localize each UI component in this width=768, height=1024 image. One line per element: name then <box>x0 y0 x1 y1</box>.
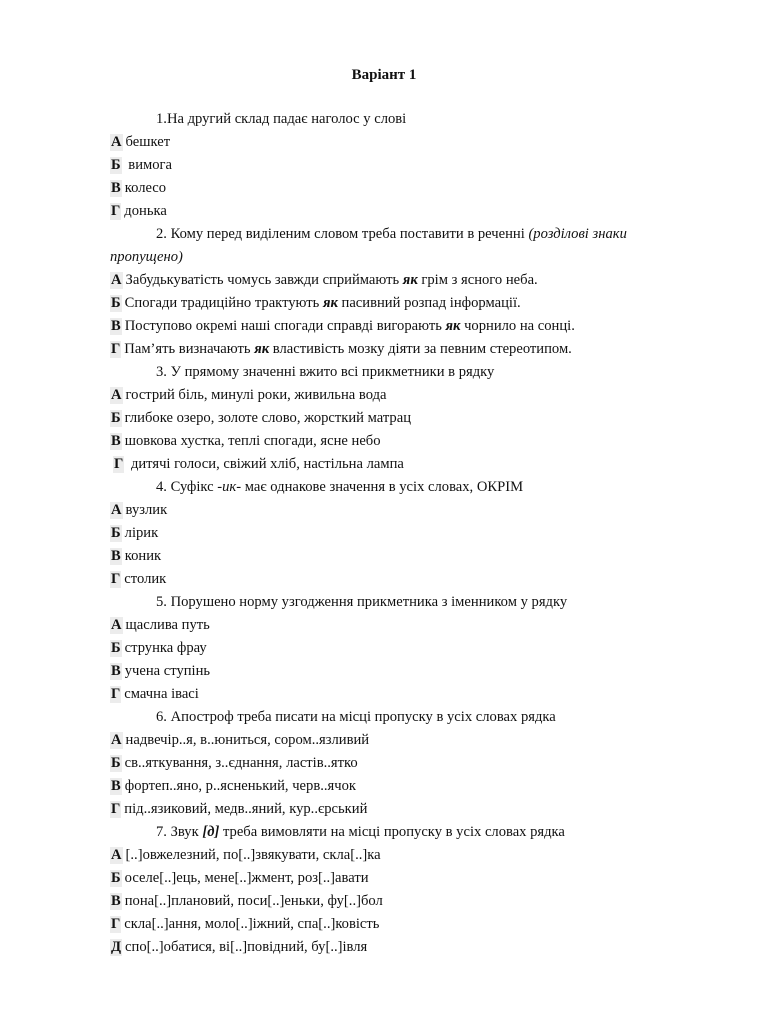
option-letter: Г <box>111 916 121 932</box>
option-text: коник <box>124 548 162 564</box>
option-letter: А <box>111 134 122 150</box>
option-letter: Г <box>111 686 121 702</box>
option-text: оселе[..]ець, мене[..]жмент, роз[..]авати <box>124 870 369 886</box>
answer-option <box>110 890 658 913</box>
option-letter: В <box>111 548 121 564</box>
answer-option <box>110 292 658 315</box>
question-4-prompt <box>110 476 658 499</box>
answer-option <box>110 683 658 706</box>
answer-option <box>110 453 658 476</box>
option-letter: А <box>111 732 122 748</box>
question-2-text: 2. Кому перед виділеним словом треба поставити в реченні <box>156 226 529 242</box>
answer-option <box>110 269 658 292</box>
highlighted-word: як <box>402 272 418 288</box>
answer-option <box>110 614 658 637</box>
answer-option <box>110 844 658 867</box>
answer-option <box>110 660 658 683</box>
page-title: Варіант 1 <box>351 67 417 83</box>
answer-option <box>110 384 658 407</box>
option-text: скла[..]ання, моло[..]іжний, спа[..]ковість <box>124 916 380 932</box>
question-7-text-end: треба вимовляти на місці пропуску в усіх словах рядка <box>219 824 565 840</box>
answer-option <box>110 568 658 591</box>
answer-option <box>110 177 658 200</box>
option-letter: А <box>111 617 122 633</box>
answer-option <box>110 315 658 338</box>
option-text: гострий біль, минулі роки, живильна вода <box>125 387 387 403</box>
option-text-end: пасивний розпад інформації. <box>337 295 521 311</box>
answer-option <box>110 545 658 568</box>
option-letter: Б <box>111 410 121 426</box>
option-letter: А <box>111 502 122 518</box>
option-letter: Д <box>111 939 122 955</box>
option-letter: В <box>111 663 121 679</box>
question-5-prompt: 5. Порушено норму узгодження прикметника з іменником у рядку <box>156 594 568 610</box>
answer-option <box>110 338 658 361</box>
question-7-prompt <box>110 821 658 844</box>
highlighted-word: як <box>254 341 270 357</box>
option-text-end: грім з ясного неба. <box>417 272 538 288</box>
option-letter: В <box>111 893 121 909</box>
option-letter: Б <box>111 755 121 771</box>
option-letter: Г <box>114 456 124 472</box>
option-letter: В <box>111 433 121 449</box>
question-6-prompt: 6. Апостроф треба писати на місці пропуску в усіх словах рядка <box>156 709 556 725</box>
option-letter: Б <box>111 870 121 886</box>
option-text: [..]овжелезний, по[..]звякувати, скла[..]ка <box>125 847 381 863</box>
option-text: смачна івасі <box>124 686 199 702</box>
option-text: спо[..]обатися, ві[..]повідний, бу[..]івля <box>125 939 368 955</box>
answer-option <box>110 522 658 545</box>
question-4-text-end: має однакове значення в усіх словах, ОКРІМ <box>241 479 524 495</box>
option-text: струнка фрау <box>124 640 207 656</box>
option-text: фортеп..яно, р..ясненький, черв..ячок <box>124 778 356 794</box>
option-text: під..язиковий, медв..яний, кур..єрський <box>124 801 368 817</box>
option-letter: Г <box>111 203 121 219</box>
highlighted-word: як <box>322 295 338 311</box>
highlighted-word: як <box>445 318 461 334</box>
option-letter: Б <box>111 295 121 311</box>
answer-option <box>110 430 658 453</box>
answer-option <box>110 867 658 890</box>
answer-option <box>110 798 658 821</box>
option-text-end: чорнило на сонці. <box>460 318 575 334</box>
option-text: столик <box>124 571 167 587</box>
answer-option <box>110 913 658 936</box>
answer-option <box>110 499 658 522</box>
option-text: Спогади традиційно трактують <box>124 295 323 311</box>
option-text: пона[..]плановий, поси[..]еньки, фу[..]бол <box>124 893 383 909</box>
option-letter: Б <box>111 525 121 541</box>
answer-option <box>110 729 658 752</box>
option-letter: Б <box>111 640 121 656</box>
question-2-prompt <box>110 223 658 269</box>
option-letter: Г <box>111 801 121 817</box>
option-letter: В <box>111 778 121 794</box>
question-4-text: 4. Суфікс <box>156 479 218 495</box>
option-letter: Б <box>111 157 121 173</box>
answer-option <box>110 637 658 660</box>
option-text: св..яткування, з..єднання, ластів..ятко <box>124 755 358 771</box>
option-text: вимога <box>124 157 173 173</box>
option-text: донька <box>124 203 167 219</box>
suffix-term: -ик- <box>217 479 242 495</box>
option-text: надвечір..я, в..юниться, сором..язливий <box>125 732 370 748</box>
option-letter: А <box>111 847 122 863</box>
answer-option <box>110 936 658 959</box>
answer-option <box>110 407 658 430</box>
question-7-text: 7. Звук <box>156 824 203 840</box>
option-text: бешкет <box>125 134 171 150</box>
option-letter: В <box>111 180 121 196</box>
answer-option <box>110 200 658 223</box>
test-content <box>110 108 658 959</box>
option-text: вузлик <box>125 502 168 518</box>
option-letter: А <box>111 387 122 403</box>
option-letter: Г <box>111 571 121 587</box>
option-letter: А <box>111 272 122 288</box>
answer-option <box>110 154 658 177</box>
option-text: щаслива путь <box>125 617 210 633</box>
option-text: Забудькуватість чомусь завжди сприймають <box>125 272 403 288</box>
option-text: глибоке озеро, золоте слово, жорсткий матрац <box>124 410 412 426</box>
answer-option <box>110 131 658 154</box>
option-text: дитячі голоси, свіжий хліб, настільна лампа <box>127 456 404 472</box>
option-text: Поступово окремі наші спогади справді вигорають <box>124 318 446 334</box>
option-text: учена ступінь <box>124 663 211 679</box>
option-text: Пам’ять визначають <box>124 341 255 357</box>
option-text: колесо <box>124 180 167 196</box>
option-text-end: властивість мозку діяти за певним стереотипом. <box>269 341 572 357</box>
answer-option <box>110 752 658 775</box>
option-letter: Г <box>111 341 121 357</box>
question-3-prompt: 3. У прямому значенні вжито всі прикметники в рядку <box>156 364 495 380</box>
sound-term: [д] <box>202 824 220 840</box>
answer-option <box>110 775 658 798</box>
question-2-note: (розділові знаки пропущено) <box>110 226 627 265</box>
option-text: лірик <box>124 525 159 541</box>
question-1-prompt: 1.На другий склад падає наголос у слові <box>156 111 407 127</box>
option-letter: В <box>111 318 121 334</box>
option-text: шовкова хустка, теплі спогади, ясне небо <box>124 433 381 449</box>
